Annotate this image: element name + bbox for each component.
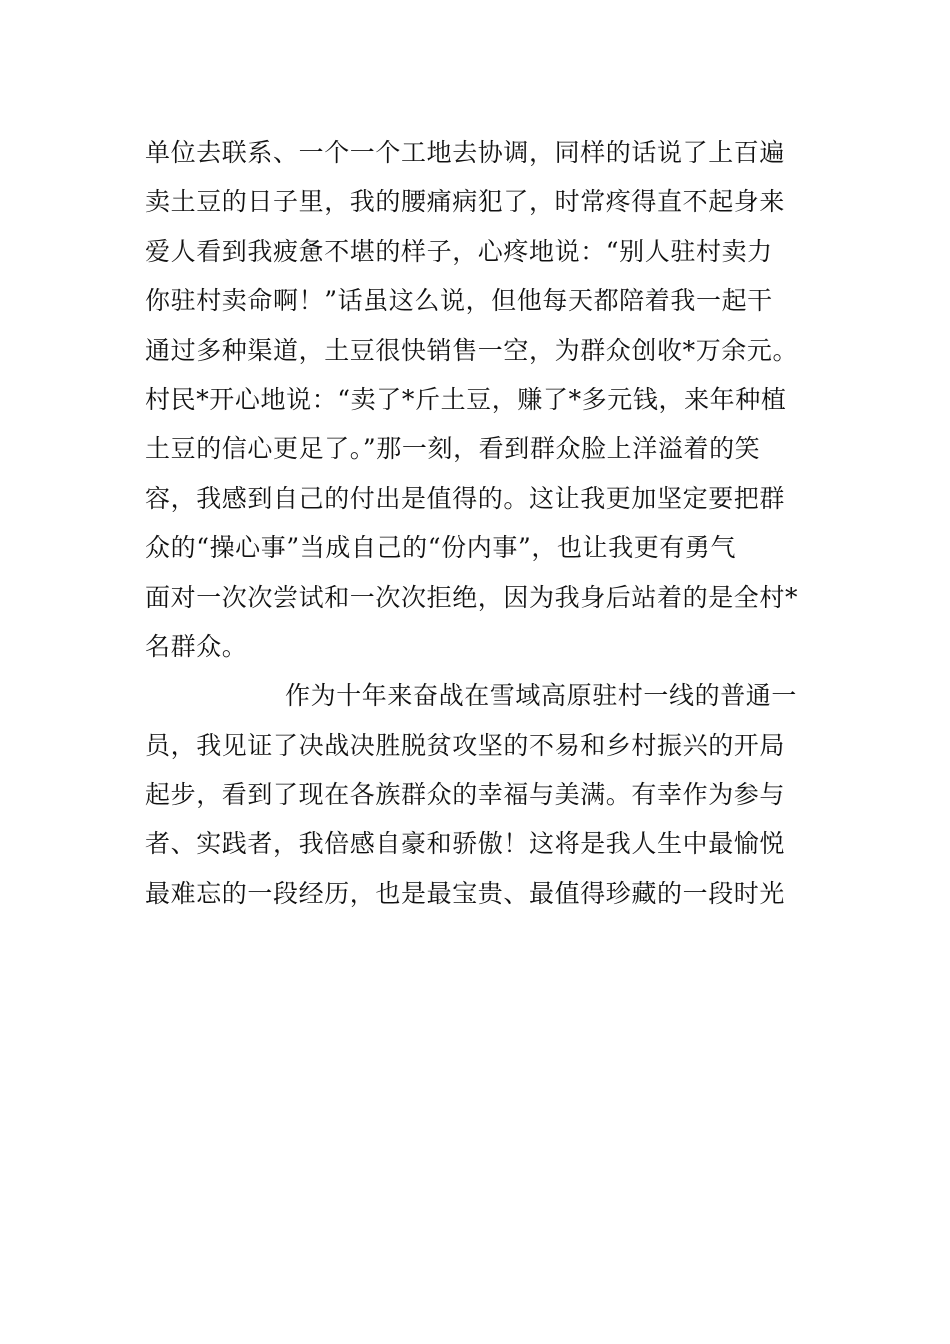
text-line-15: 者、实践者，我倍感自豪和骄傲！这将是我人生中最愉悦 [145,829,786,859]
text-line-3: 爱人看到我疲惫不堪的样子，心疼地说：“别人驻村卖力 [145,236,773,266]
text-line-16: 最难忘的一段经历，也是最宝贵、最值得珍藏的一段时光 [145,878,786,908]
text-line-9: 众的“操心事”当成自己的“份内事”，也让我更有勇气 [145,533,737,563]
text-line-6: 村民*开心地说：“卖了*斤土豆，赚了*多元钱，来年种植 [145,384,787,414]
text-line-11: 名群众。 [145,631,248,661]
paragraph-indented-line: 作为十年来奋战在雪域高原驻村一线的普通一 [285,681,798,711]
text-line-10: 面对一次次尝试和一次次拒绝，因为我身后站着的是全村* [145,582,799,612]
text-line-8: 容，我感到自己的付出是值得的。这让我更加坚定要把群 [145,483,786,513]
text-line-4: 你驻村卖命啊！”话虽这么说，但他每天都陪着我一起干 [145,286,773,316]
text-line-5: 通过多种渠道，土豆很快销售一空，为群众创收*万余元。 [145,335,799,365]
text-line-13: 员，我见证了决战决胜脱贫攻坚的不易和乡村振兴的开局 [145,730,786,760]
body-text [145,128,815,918]
text-line-1: 单位去联系、一个一个工地去协调，同样的话说了上百遍 [145,138,786,167]
text-line-14: 起步，看到了现在各族群众的幸福与美满。有幸作为参与 [145,780,786,810]
text-line-2: 卖土豆的日子里，我的腰痛病犯了，时常疼得直不起身来 [145,187,786,217]
text-line-7: 土豆的信心更足了。”那一刻，看到群众脸上洋溢着的笑 [145,434,761,464]
